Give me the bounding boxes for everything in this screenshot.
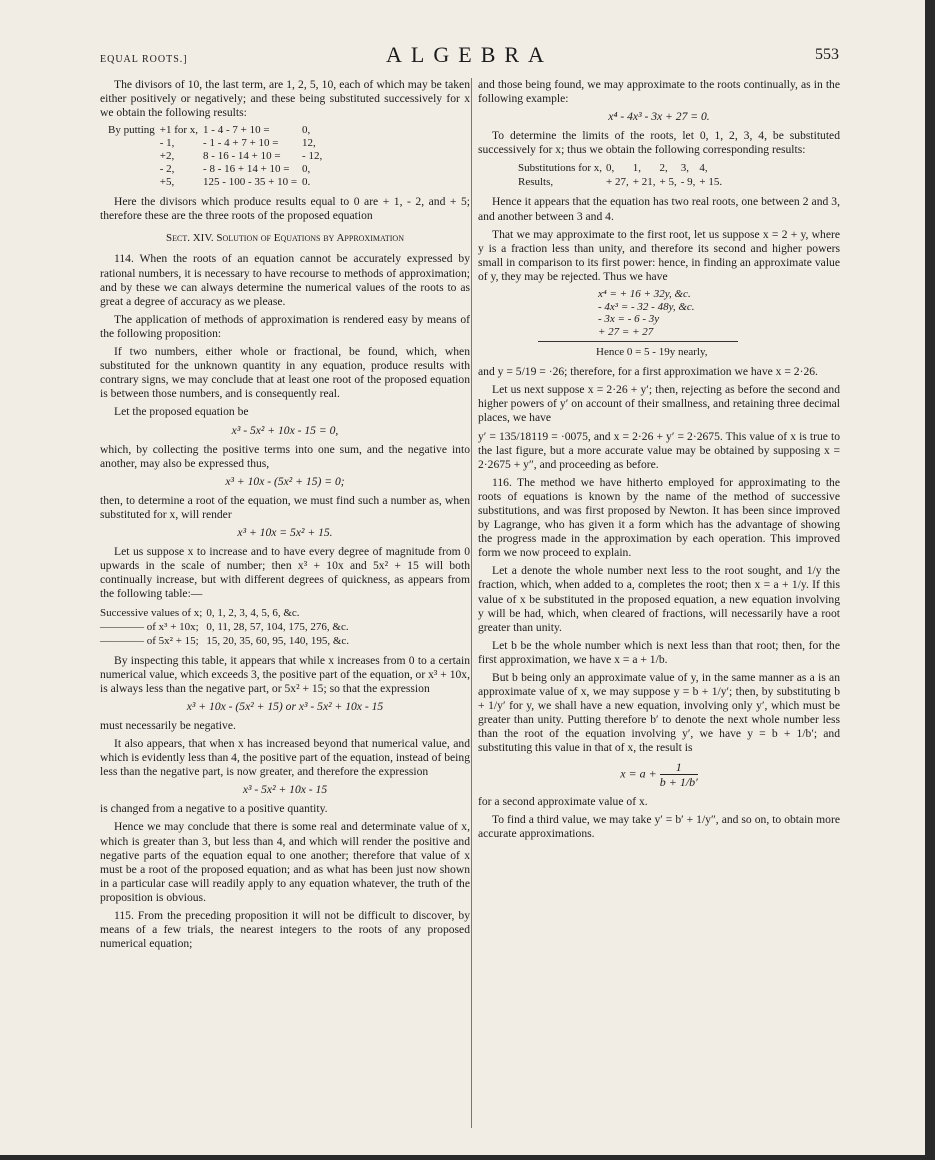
paragraph: and those being found, we may approximate to the roots continually, as in the following example: (478, 78, 840, 106)
paragraph: Let us next suppose x = 2·26 + y′; then, rejecting as before the second and higher powers of y′ on account of their smallness, and retaining three decimal places, we have (478, 383, 840, 425)
table-row: - 1, - 1 - 4 + 7 + 10 = 12, (159, 137, 316, 150)
results-table (518, 161, 726, 189)
equation: x³ - 5x² + 10x - 15 = 0, (231, 423, 339, 437)
paragraph: Hence it appears that the equation has two real roots, one between 2 and 3, and another between 3 and 4. (478, 195, 840, 223)
paragraph: It also appears, that when x has increased beyond that numerical value, and which is evidently less than 4, the positive part of the equation, instead of being less than the negative part, is now greater, and therefore the expression (100, 737, 470, 779)
paragraph: Let us suppose x to increase and to have every degree of magnitude from 0 upwards in the scale of number; then x³ + 10x and 5x² + 15 will both continually increase, but with different degrees of quickness, as appears from the following table:— (100, 545, 470, 601)
fraction-denominator: b + 1/b′ (659, 774, 698, 789)
paragraph: The application of methods of approximation is rendered easy by means of the following proposition: (100, 312, 470, 340)
continued-fraction (478, 760, 840, 789)
table-row: - 2, - 8 - 16 + 14 + 10 = 0, (159, 163, 311, 176)
table-row: +5, 125 - 100 - 35 + 10 = 0. (159, 176, 311, 189)
table-row: ———— of 5x² + 15; 15, 20, 35, 60, 95, 140, 195, &c. (100, 634, 350, 647)
left-column (100, 78, 470, 955)
equation-line: x⁴ = + 16 + 32y, &c. (598, 288, 691, 301)
column-divider (471, 78, 472, 1128)
fraction (660, 760, 698, 789)
paragraph: and y = 5/19 = ·26; therefore, for a first approximation we have x = 2·26. (478, 365, 818, 379)
paragraph: for a second approximate value of x. (478, 794, 648, 808)
paragraph: But b being only an approximate value of y, in the same manner as a is an approximate value of x, we may suppose y = b + 1/y′; then, by substituting b + 1/y′ for y, we shall have a new equation, involving only y′, which must be greater than unity. Putting therefore b′ to denote the next whole number less than the root of the equation involving y′, we have y = b + 1/b′; and substituting this value in that of x, the result is (478, 671, 840, 755)
paragraph: 114. When the roots of an equation cannot be accurately expressed by rational numbers, it is necessary to have recourse to methods of approximation; and by these we can always determine the numerical values of the roots to as great a degree of accuracy as we please. (100, 252, 470, 308)
table-row: +2, 8 - 16 - 14 + 10 = - 12, (159, 150, 323, 163)
equation: x³ + 10x - (5x² + 15) or x³ - 5x² + 10x - 15 (186, 699, 384, 713)
paragraph: then, to determine a root of the equation, we must find such a number as, when substituted for x, will render (100, 493, 470, 521)
paragraph: is changed from a negative to a positive quantity. (100, 802, 328, 816)
paragraph: which, by collecting the positive terms into one sum, and the negative into another, may also be expressed thus, (100, 442, 470, 470)
paragraph: By inspecting this table, it appears that while x increases from 0 to a certain numerical value, which exceeds 3, the positive part of the equation, or x³ + 10x, is always less than the negative part, or 5x² + 15; so that the expression (100, 653, 470, 695)
equation: x³ + 10x - (5x² + 15) = 0; (225, 474, 345, 488)
fraction-numerator: 1 (660, 760, 698, 775)
paragraph: Let a denote the whole number next less to the root sought, and 1/y the fraction, which, when added to a, completes the root; then x = a + 1/y. If this value of x be substituted in the proposed equation, a new equation involving y will be had, which, when cleared of fractions, will necessarily have a root greater than unity. (478, 564, 840, 634)
table-row: Substitutions for x, 0, 1, 2, 3, 4, (518, 162, 708, 175)
equation: Hence 0 = 5 - 19y nearly, (596, 346, 708, 359)
page-number: 553 (815, 46, 839, 63)
paragraph: 116. The method we have hitherto employed for approximating to the roots of equations is known by the name of the method of successive substitutions, and was first proposed by Newton. It has been since improved by Lagrange, who has given it a form which has the advantage of showing the progress made in the approximation by each operation. This improved form we now proceed to explain. (478, 475, 840, 560)
paragraph: Let the proposed equation be (114, 405, 249, 419)
paragraph: 115. From the preceding proposition it will not be difficult to discover, by means of a few trials, the nearest integers to the roots of any proposed numerical equation; (100, 909, 470, 951)
table-row: Successive values of x; 0, 1, 2, 3, 4, 5, 6, &c. (100, 606, 300, 619)
sum-rule (538, 341, 738, 342)
paragraph: To find a third value, we may take y′ = b′ + 1/y″, and so on, to obtain more accurate approximations. (478, 812, 840, 840)
paragraph: To determine the limits of the roots, let 0, 1, 2, 3, 4, be substituted successively for x; thus we obtain the following corresponding results: (478, 129, 840, 157)
equation-line: - 3x = - 6 - 3y (598, 313, 660, 326)
paragraph: Hence we may conclude that there is some real and determinate value of x, which is greater than 3, but less than 4, and which will render the positive and negative parts of the equation equal to one another; therefore that value of x must be a root of the proposed equation; and as what has been just now shown in a particular case will readily apply to any equation whatever, the truth of the proposition is obvious. (100, 820, 470, 904)
substitution-table (108, 124, 327, 189)
fraction-lhs: x = a + (620, 765, 657, 780)
paragraph: y′ = 135/18119 = ·0075, and x = 2·26 + y′ = 2·2675. This value of x is true to the last figure, but a more accurate value may be obtained by supposing x = 2·2675 + y″, and proceeding as before. (478, 429, 840, 471)
table-row: Results, + 27, + 21, + 5, - 9, + 15. (518, 176, 723, 189)
paragraph: Let b be the whole number which is next less than that root; then, for the first approximation, we have x = a + 1/b. (478, 638, 840, 666)
equation-stack (598, 288, 840, 338)
paragraph: The divisors of 10, the last term, are 1, 2, 5, 10, each of which may be taken either positively or negatively; and these being substituted successively for x we obtain the following results: (100, 78, 470, 120)
paragraph: That we may approximate to the first root, let us suppose x = 2 + y, where y is a fraction less than unity, and therefore its second and higher powers small in comparison to its first power: hence, in finding an approximate value of y, they may be rejected. Thus we have (478, 227, 840, 283)
running-head: EQUAL ROOTS.] (100, 54, 188, 65)
table-row: ———— of x³ + 10x; 0, 11, 28, 57, 104, 175, 276, &c. (100, 620, 349, 633)
table-row: By putting +1 for x, 1 - 4 - 7 + 10 = 0, (108, 124, 311, 137)
equation-line: - 4x³ = - 32 - 48y, &c. (598, 300, 695, 313)
equation-line: + 27 = + 27 (598, 325, 654, 338)
paragraph: If two numbers, either whole or fractional, be found, which, when substituted for the unknown quantity in any equation, produce results with contrary signs, we may conclude that at least one root of the proposed equation is between those numbers, and is consequently real. (100, 345, 470, 401)
values-table (100, 606, 353, 648)
section-heading: Sect. XIV. Solution of Equations by Approximation (166, 232, 404, 245)
page-header (100, 42, 839, 72)
equation: x³ - 5x² + 10x - 15 (242, 783, 328, 797)
paragraph: must necessarily be negative. (100, 718, 236, 732)
equation: x⁴ - 4x³ - 3x + 27 = 0. (608, 110, 710, 124)
right-column (478, 78, 840, 845)
equation: x³ + 10x = 5x² + 15. (237, 526, 333, 540)
paragraph: Here the divisors which produce results equal to 0 are + 1, - 2, and + 5; therefore these are the three roots of the proposed equation (100, 195, 470, 223)
page-title: ALGEBRA (386, 42, 553, 67)
